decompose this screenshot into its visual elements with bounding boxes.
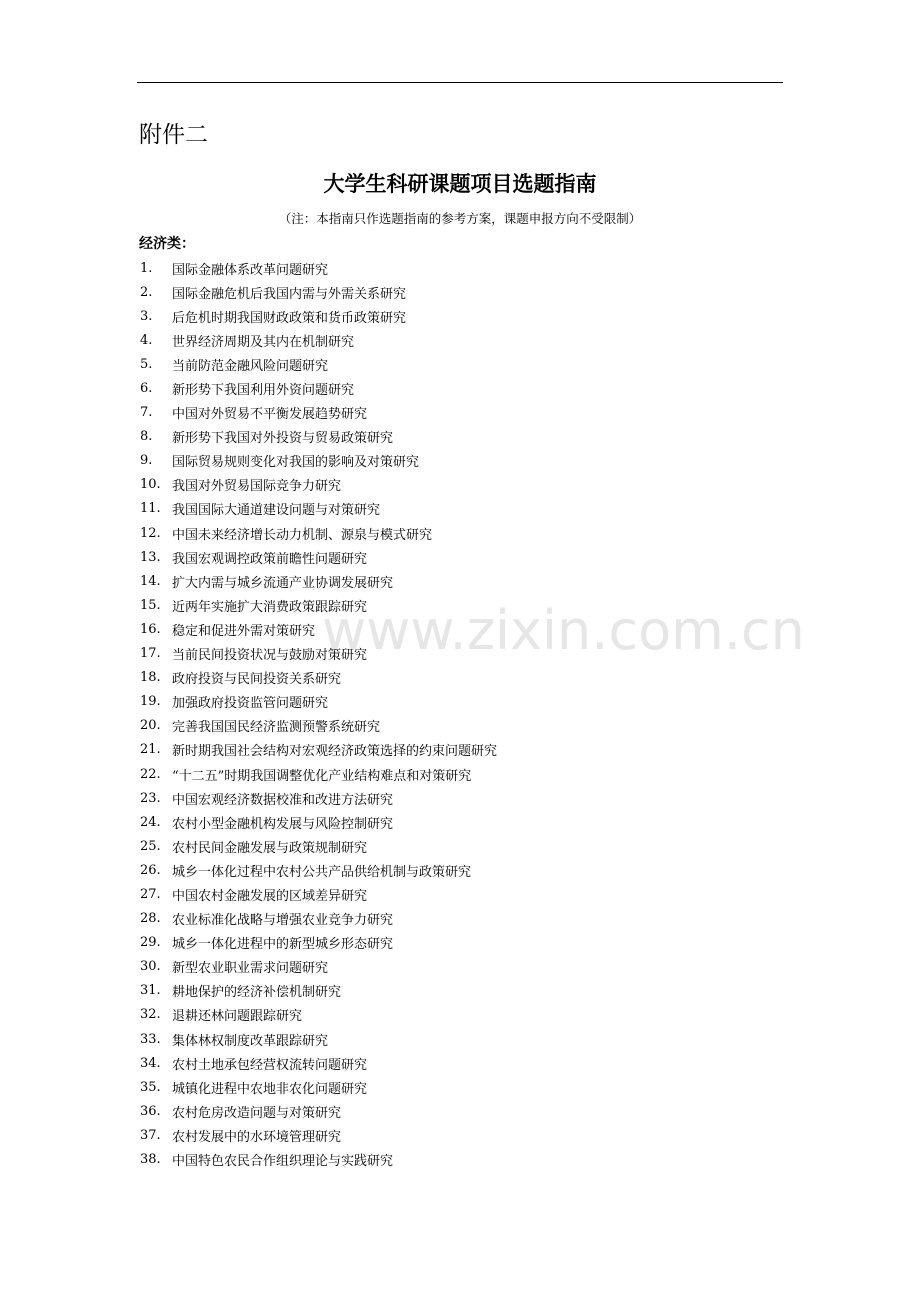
topic-title: 农村小型金融机构发展与风险控制研究 <box>172 816 394 832</box>
topic-title: 我国宏观调控政策前瞻性问题研究 <box>172 551 368 567</box>
topic-title: 城乡一体化过程中农村公共产品供给机制与政策研究 <box>172 864 472 880</box>
topic-number: 1. <box>140 260 153 276</box>
topic-number: 28. <box>140 911 161 927</box>
document-title: 大学生科研课题项目选题指南 <box>323 172 597 196</box>
topic-title: 农村危房改造问题与对策研究 <box>172 1105 342 1121</box>
topic-title: 国际金融体系改革问题研究 <box>172 262 329 278</box>
topic-number: 24. <box>140 814 161 830</box>
topic-item <box>140 376 780 400</box>
topic-item <box>140 882 780 906</box>
topic-title: 国际金融危机后我国内需与外需关系研究 <box>172 286 407 302</box>
topic-number: 25. <box>140 838 161 854</box>
topic-title: 中国特色农民合作组织理论与实践研究 <box>172 1154 394 1170</box>
topic-item <box>140 521 780 545</box>
topic-item <box>140 690 780 714</box>
attachment-label: 附件二 <box>139 122 208 148</box>
topic-item <box>140 352 780 376</box>
topic-item <box>140 449 780 473</box>
topic-title: 政府投资与民间投资关系研究 <box>172 672 342 688</box>
topic-item <box>140 1027 780 1051</box>
topic-item <box>140 666 780 690</box>
topic-number: 16. <box>140 621 161 637</box>
topic-item <box>140 858 780 882</box>
topic-number: 32. <box>140 1007 161 1023</box>
topic-number: 14. <box>140 573 161 589</box>
topic-number: 34. <box>140 1055 161 1071</box>
topic-number: 33. <box>140 1031 161 1047</box>
topic-item <box>140 834 780 858</box>
topic-item <box>140 955 780 979</box>
topic-item <box>140 304 780 328</box>
topic-item <box>140 1003 780 1027</box>
topic-title: 当前民间投资状况与鼓励对策研究 <box>172 648 368 664</box>
topic-title: 中国农村金融发展的区域差异研究 <box>172 888 368 904</box>
topic-title: “十二五”时期我国调整优化产业结构难点和对策研究 <box>172 768 472 784</box>
topic-title: 新形势下我国利用外资问题研究 <box>172 383 355 399</box>
topic-item <box>140 401 780 425</box>
topic-title: 农村民间金融发展与政策规制研究 <box>172 840 368 856</box>
topic-item <box>140 1123 780 1147</box>
topic-number: 17. <box>140 646 161 662</box>
topic-title: 城镇化进程中农地非农化问题研究 <box>172 1081 368 1097</box>
topic-item <box>140 593 780 617</box>
topic-item <box>140 642 780 666</box>
topic-number: 36. <box>140 1103 161 1119</box>
topic-number: 6. <box>140 381 153 397</box>
topic-title: 扩大内需与城乡流通产业协调发展研究 <box>172 575 394 591</box>
topic-number: 2. <box>140 284 153 300</box>
topic-title: 国际贸易规则变化对我国的影响及对策研究 <box>172 455 420 471</box>
topic-number: 29. <box>140 935 161 951</box>
topic-number: 30. <box>140 959 161 975</box>
topic-number: 18. <box>140 670 161 686</box>
topic-item <box>140 280 780 304</box>
topic-number: 31. <box>140 983 161 999</box>
topic-number: 27. <box>140 886 161 902</box>
topic-title: 新型农业职业需求问题研究 <box>172 961 329 977</box>
topic-number: 19. <box>140 694 161 710</box>
section-heading-economics: 经济类： <box>139 236 195 252</box>
topic-item <box>140 979 780 1003</box>
topic-item <box>140 907 780 931</box>
topic-item <box>140 328 780 352</box>
topic-number: 8. <box>140 429 153 445</box>
topic-item <box>140 762 780 786</box>
topic-number: 11. <box>140 501 161 517</box>
topic-title: 集体林权制度改革跟踪研究 <box>172 1033 329 1049</box>
topic-item <box>140 425 780 449</box>
topic-number: 23. <box>140 790 161 806</box>
topic-item <box>140 738 780 762</box>
topic-number: 15. <box>140 597 161 613</box>
topic-number: 10. <box>140 477 161 493</box>
topic-title: 近两年实施扩大消费政策跟踪研究 <box>172 599 368 615</box>
topic-item <box>140 1075 780 1099</box>
topic-item <box>140 473 780 497</box>
topic-number: 13. <box>140 549 161 565</box>
topic-item <box>140 810 780 834</box>
watermark: www.zixin.com.cn <box>322 599 805 662</box>
topic-number: 7. <box>140 405 153 421</box>
topic-title: 中国宏观经济数据校准和改进方法研究 <box>172 792 394 808</box>
topic-number: 37. <box>140 1127 161 1143</box>
topic-title: 世界经济周期及其内在机制研究 <box>172 334 355 350</box>
topic-title: 稳定和促进外需对策研究 <box>172 623 316 639</box>
topic-title: 中国对外贸易不平衡发展趋势研究 <box>172 407 368 423</box>
topic-list <box>140 256 780 1172</box>
topic-title: 农业标准化战略与增强农业竞争力研究 <box>172 913 394 929</box>
topic-number: 21. <box>140 742 161 758</box>
topic-item <box>140 1099 780 1123</box>
topic-number: 12. <box>140 525 161 541</box>
topic-item <box>140 497 780 521</box>
document-note: （注：本指南只作选题指南的参考方案，课题申报方向不受限制） <box>278 211 642 226</box>
topic-number: 38. <box>140 1152 161 1168</box>
topic-title: 加强政府投资监管问题研究 <box>172 696 329 712</box>
topic-title: 当前防范金融风险问题研究 <box>172 358 329 374</box>
topic-title: 后危机时期我国财政政策和货币政策研究 <box>172 310 407 326</box>
topic-number: 3. <box>140 308 153 324</box>
topic-title: 我国国际大通道建设问题与对策研究 <box>172 503 381 519</box>
topic-title: 新时期我国社会结构对宏观经济政策选择的约束问题研究 <box>172 744 498 760</box>
topic-number: 22. <box>140 766 161 782</box>
topic-item <box>140 786 780 810</box>
topic-title: 退耕还林问题跟踪研究 <box>172 1009 303 1025</box>
header-rule <box>137 82 783 83</box>
topic-title: 耕地保护的经济补偿机制研究 <box>172 985 342 1001</box>
topic-item <box>140 569 780 593</box>
topic-title: 农村发展中的水环境管理研究 <box>172 1129 342 1145</box>
topic-item <box>140 617 780 641</box>
topic-number: 20. <box>140 718 161 734</box>
topic-title: 城乡一体化进程中的新型城乡形态研究 <box>172 937 394 953</box>
topic-number: 9. <box>140 453 153 469</box>
topic-number: 4. <box>140 332 153 348</box>
topic-number: 26. <box>140 862 161 878</box>
topic-item <box>140 256 780 280</box>
topic-item <box>140 545 780 569</box>
topic-title: 完善我国国民经济监测预警系统研究 <box>172 720 381 736</box>
topic-title: 新形势下我国对外投资与贸易政策研究 <box>172 431 394 447</box>
topic-item <box>140 1051 780 1075</box>
topic-item <box>140 714 780 738</box>
topic-title: 中国未来经济增长动力机制、源泉与模式研究 <box>172 527 433 543</box>
topic-number: 35. <box>140 1079 161 1095</box>
topic-item <box>140 931 780 955</box>
topic-title: 农村土地承包经营权流转问题研究 <box>172 1057 368 1073</box>
topic-number: 5. <box>140 356 153 372</box>
topic-title: 我国对外贸易国际竞争力研究 <box>172 479 342 495</box>
topic-item <box>140 1147 780 1171</box>
